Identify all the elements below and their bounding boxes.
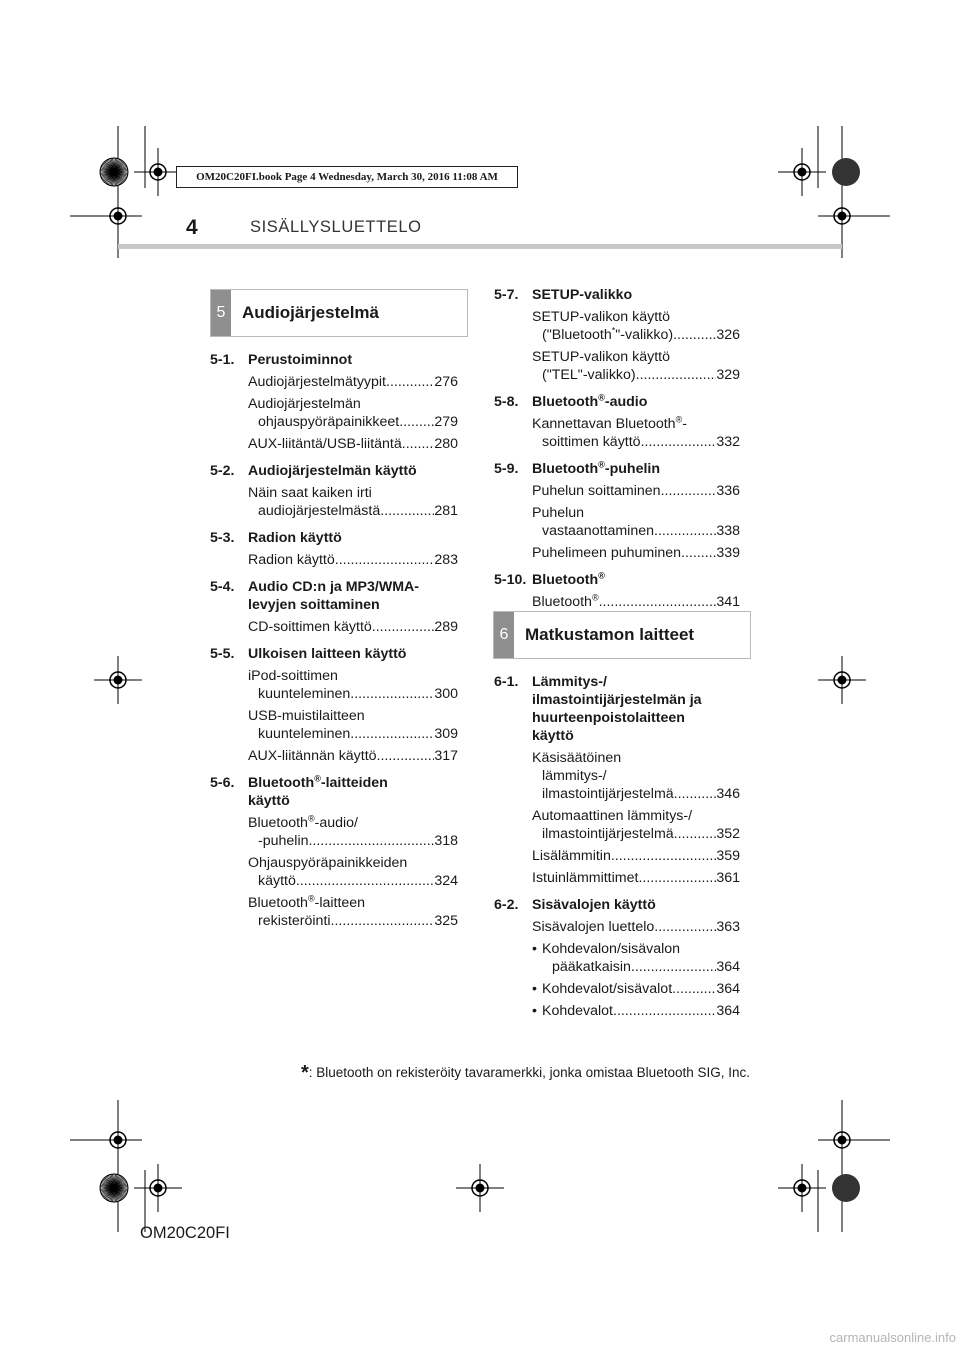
dot-leader [641,433,717,451]
chapter-number: 6-1. [494,674,519,690]
dot-leader [377,747,435,765]
dot-leader [399,413,434,431]
entry-label: Audiojärjestelmätyypit [248,374,386,390]
entry-label: ("Bluetooth*"-valikko) [542,325,674,343]
toc-entry[interactable] [494,807,740,843]
entry-label: ("TEL"-valikko) [542,367,636,383]
chapter-title-line: Sisävalojen käyttö [532,897,656,913]
chapter-number: 5-7. [494,287,519,303]
registration-target [94,192,142,240]
registration-target [134,148,182,196]
entry-label: ilmastointijärjestelmä [542,786,674,802]
dot-leader [296,872,434,890]
page-ref: 341 [716,594,740,610]
dot-leader [350,685,434,703]
entry-line: Bluetooth®-laitteen [248,893,366,911]
chapter-title-line: Bluetooth® [532,570,605,588]
dot-leader [654,918,716,936]
toc-chapter [210,578,458,614]
chapter-number: 5-5. [210,646,235,662]
entry-line [532,522,740,540]
toc-entry[interactable] [210,667,458,703]
entry-line [532,544,740,562]
toc-bullet-entry[interactable] [494,980,740,998]
dot-leader [380,502,434,520]
entry-label: CD-soittimen käyttö [248,619,372,635]
chapter-number: 5-3. [210,530,235,546]
section-number: 6 [494,612,514,658]
entry-line [532,433,740,451]
dot-leader [674,785,717,803]
chapter-number: 5-2. [210,463,235,479]
registration-target [818,192,866,240]
toc-right-column-bottom [494,664,740,1020]
toc-entry[interactable] [210,814,458,850]
entry-line: SETUP-valikon käyttö [532,349,670,365]
toc-entry[interactable] [494,847,740,865]
entry-line [248,872,458,890]
entry-line [532,918,740,936]
toc-entry[interactable] [494,348,740,384]
entry-label: AUX-liitäntä/USB-liitäntä [248,436,402,452]
toc-entry[interactable] [494,482,740,500]
registration-target [94,1116,142,1164]
toc-entry[interactable] [210,435,458,453]
entry-line [248,685,458,703]
entry-line: SETUP-valikon käyttö [532,309,670,325]
chapter-title-line: Radion käyttö [248,530,342,546]
toc-entry[interactable] [210,854,458,890]
toc-chapter [494,673,740,745]
entry-line: Puhelun [532,505,585,521]
entry-line [532,482,740,500]
dot-leader [638,869,716,887]
page-ref: 283 [434,552,458,568]
entry-line: Käsisäätöinen [532,750,622,766]
entry-label: Radion käyttö [248,552,335,568]
chapter-title-line: ilmastointijärjestelmän ja [532,692,702,708]
page-ref: 318 [434,833,458,849]
sunburst-mark [100,1174,128,1202]
dot-leader [335,551,435,569]
entry-label: soittimen käyttö [542,434,641,450]
toc-right-column-top [494,277,740,611]
page-ref: 279 [434,414,458,430]
page-ref: 276 [434,374,458,390]
chapter-title-line: Audiojärjestelmän käyttö [248,463,417,479]
toc-chapter [494,393,740,411]
entry-line: lämmitys-/ [542,768,607,784]
entry-label: Kohdevalot/sisävalot [542,981,673,997]
toc-bullet-entry[interactable] [494,940,740,976]
entry-line: Bluetooth®-audio/ [248,813,358,831]
entry-line [532,326,740,344]
toc-chapter [494,896,740,914]
entry-line: Ohjauspyöräpainikkeiden [248,855,408,871]
footnote-marker: * [300,1062,309,1084]
book-header: OM20C20FI.book Page 4 Wednesday, March 30, 2016 11:08 AM [176,166,518,188]
dot-leader [674,825,717,843]
entry-label: kuunteleminen [258,686,351,702]
page-ref: 339 [716,545,740,561]
dot-leader [654,522,716,540]
entry-line [542,980,740,998]
chapter-title-line: levyjen soittaminen [248,597,380,613]
bullet-marker: • [532,1003,537,1019]
dot-leader [308,832,434,850]
chapter-number: 6-2. [494,897,519,913]
entry-line: Kannettavan Bluetooth®- [532,414,687,432]
dot-leader [613,1002,716,1020]
header-title: SISÄLLYSLUETTELO [250,218,422,236]
page-ref: 361 [716,870,740,886]
footnote [150,1062,750,1085]
chapter-title-line: SETUP-valikko [532,287,633,303]
chapter-title-line: huurteenpoistolaitteen [532,710,685,726]
entry-label: Bluetooth® [532,592,599,610]
toc-entry[interactable] [210,373,458,391]
entry-label: ohjauspyöräpainikkeet [258,414,400,430]
chapter-number: 5-4. [210,579,235,595]
entry-label: käyttö [258,873,296,889]
registration-target [778,148,826,196]
chapter-title-line: Bluetooth®-puhelin [532,459,661,477]
toc-bullet-entry[interactable] [494,1002,740,1020]
page-ref: 332 [716,434,740,450]
chapter-title-line: käyttö [248,793,290,809]
solid-disc-mark [832,1174,860,1202]
page-number: 4 [186,216,198,239]
toc-entry[interactable] [494,593,740,611]
entry-label: kuunteleminen [258,726,351,742]
chapter-number: 5-9. [494,461,519,477]
watermark: carmanualsonline.info [829,1330,956,1345]
entry-line [248,551,458,569]
toc-chapter [210,351,458,369]
bullet-marker: • [532,941,537,957]
toc-chapter [494,571,740,589]
entry-line [248,502,458,520]
page-ref: 326 [716,327,740,343]
page-ref: 363 [716,919,740,935]
entry-line: Automaattinen lämmitys-/ [532,808,693,824]
entry-line [248,618,458,636]
dot-leader [599,593,717,611]
section-6-box [493,611,751,659]
toc-chapter [210,645,458,663]
entry-line: iPod-soittimen [248,668,338,684]
page-ref: 364 [716,1003,740,1019]
entry-label: vastaanottaminen [542,523,654,539]
entry-line: Kohdevalon/sisävalon [542,941,681,957]
dot-leader [350,725,434,743]
entry-label: Puhelun soittaminen [532,483,661,499]
section-number: 5 [211,290,231,336]
toc-entry[interactable] [494,918,740,936]
entry-line [542,1002,740,1020]
entry-label: audiojärjestelmästä [258,503,381,519]
chapter-number: 5-1. [210,352,235,368]
registration-target [94,656,142,704]
chapter-title-line: Bluetooth®-audio [532,392,648,410]
entry-line [532,785,740,803]
toc-entry[interactable] [494,749,740,803]
page-ref: 329 [716,367,740,383]
dot-leader [672,980,716,998]
page-ref: 352 [716,826,740,842]
dot-leader [372,618,435,636]
toc-entry[interactable] [494,308,740,344]
toc-entry[interactable] [210,395,458,431]
registration-target [134,1164,182,1212]
toc-chapter [494,460,740,478]
entry-line [248,832,458,850]
page-ref: 359 [716,848,740,864]
page-ref: 324 [434,873,458,889]
entry-line [532,366,740,384]
solid-disc-mark [832,158,860,186]
page-ref: 336 [716,483,740,499]
entry-line: USB-muistilaitteen [248,708,365,724]
footnote-text: : Bluetooth on rekisteröity tavaramerkki, jonka omistaa Bluetooth SIG, Inc. [308,1065,750,1080]
toc-entry[interactable] [494,869,740,887]
page-ref: 317 [434,748,458,764]
toc-chapter [210,774,458,810]
toc-chapter [210,529,458,547]
entry-line [532,825,740,843]
chapter-title-line: Audio CD:n ja MP3/WMA- [248,579,420,595]
section-5-box [210,289,468,337]
sunburst-mark [100,158,128,186]
dot-leader [631,958,716,976]
toc-entry[interactable] [210,747,458,765]
dot-leader [661,482,717,500]
entry-line [542,958,740,976]
dot-leader [402,435,435,453]
entry-line [248,413,458,431]
bullet-marker: • [532,981,537,997]
entry-line [532,847,740,865]
chapter-title-line: Perustoiminnot [248,352,353,368]
entry-label: Lisälämmitin [532,848,611,864]
page-ref: 346 [716,786,740,802]
page-ref: 289 [434,619,458,635]
section-title: Matkustamon laitteet [525,625,695,644]
registration-target [778,1164,826,1212]
dot-leader [681,544,716,562]
entry-line [532,869,740,887]
dot-leader [386,373,434,391]
chapter-title-line: Bluetooth®-laitteiden [248,773,388,791]
chapter-title-line: käyttö [532,728,574,744]
page-ref: 281 [434,503,458,519]
toc-entry[interactable] [210,551,458,569]
page-ref: 280 [434,436,458,452]
page-ref: 364 [716,959,740,975]
entry-line [248,373,458,391]
toc-entry[interactable] [494,544,740,562]
toc-entry[interactable] [210,707,458,743]
entry-label: rekisteröinti [258,913,331,929]
entry-line: Näin saat kaiken irti [248,485,372,501]
toc-entry[interactable] [494,504,740,540]
section-title: Audiojärjestelmä [242,303,379,322]
page-ref: 338 [716,523,740,539]
toc-entry[interactable] [494,415,740,451]
dot-leader [331,912,435,930]
chapter-title-line: Ulkoisen laitteen käyttö [248,646,407,662]
entry-label: AUX-liitännän käyttö [248,748,377,764]
entry-label: Sisävalojen luettelo [532,919,655,935]
chapter-number: 5-6. [210,775,235,791]
entry-label: -puhelin [258,833,309,849]
toc-entry[interactable] [210,894,458,930]
entry-line [248,435,458,453]
footer-code: OM20C20FI [140,1224,230,1242]
entry-label: Puhelimeen puhuminen [532,545,682,561]
page-ref: 300 [434,686,458,702]
page-ref: 364 [716,981,740,997]
dot-leader [673,326,716,344]
entry-label: ilmastointijärjestelmä [542,826,674,842]
entry-line: Audiojärjestelmän [248,396,361,412]
chapter-title-line: Lämmitys-/ [532,674,607,690]
registration-target [818,1116,866,1164]
dot-leader [636,366,717,384]
toc-chapter [494,286,740,304]
entry-line [248,725,458,743]
chapter-number: 5-10. [494,572,527,588]
entry-label: pääkatkaisin [552,959,631,975]
entry-line [532,593,740,611]
page-ref: 309 [434,726,458,742]
toc-entry[interactable] [210,618,458,636]
entry-line [248,912,458,930]
toc-chapter [210,462,458,480]
toc-left-column [210,342,458,930]
page-ref: 325 [434,913,458,929]
entry-label: Kohdevalot [542,1003,613,1019]
registration-target [818,656,866,704]
chapter-number: 5-8. [494,394,519,410]
entry-label: Istuinlämmittimet [532,870,639,886]
header-rule [118,244,842,249]
entry-line [248,747,458,765]
toc-entry[interactable] [210,484,458,520]
dot-leader [611,847,716,865]
registration-target [456,1164,504,1212]
